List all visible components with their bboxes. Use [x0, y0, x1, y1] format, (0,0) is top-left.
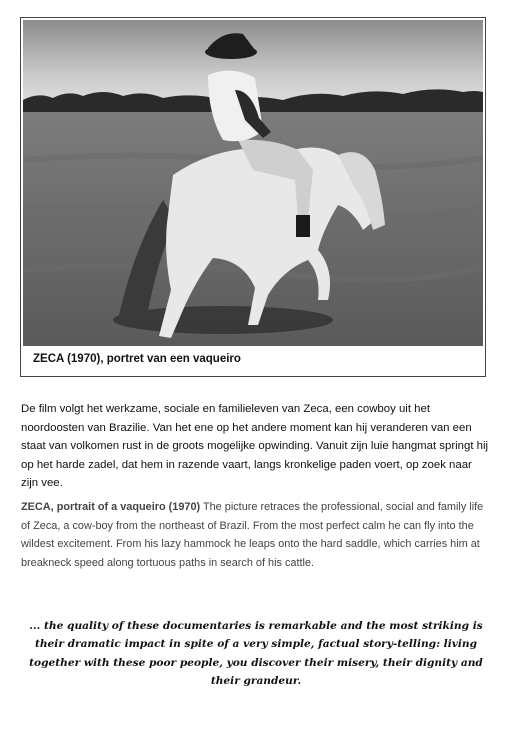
rider-boot — [296, 215, 310, 237]
dutch-description: De film volgt het werkzame, sociale en familieleven van Zeca, een cowboy uit het noordoosten van Brazilie. Van het ene op het andere moment kan hij veranderen van een staat van volkomen rust in de groots mogelijke opwinding. Vanuit zijn luie hangmat springt hij op het harde zadel, dat hem in razende vaart, langs kronkelige paden voert, op zoek naar zijn vee. — [21, 403, 489, 489]
photo-frame — [20, 17, 486, 377]
english-title: ZECA, portrait of a vaqueiro (1970) — [21, 501, 201, 513]
review-quote: ... the quality of these documentaries is remarkable and the most striking is their dramatic impact in spite of a very simple, factual story-telling: living together with these poor people, you discover their misery, their dignity and their grandeur. — [29, 620, 483, 687]
english-description — [21, 498, 491, 572]
photo-caption: ZECA (1970), portret van een vaqueiro — [33, 353, 241, 365]
english-body: The picture retraces the professional, social and family life of Zeca, a cow-boy from the northeast of Brazil. From the most perfect calm he can fly into the wildest excitement. From his lazy hammock he leaps onto the hard saddle, which carries him at breakneck speed along tortuous paths in search of his cattle. — [21, 501, 484, 569]
rider-hat-brim — [205, 45, 257, 59]
photo-illustration — [23, 20, 483, 346]
photo-horse-rider — [23, 20, 483, 346]
